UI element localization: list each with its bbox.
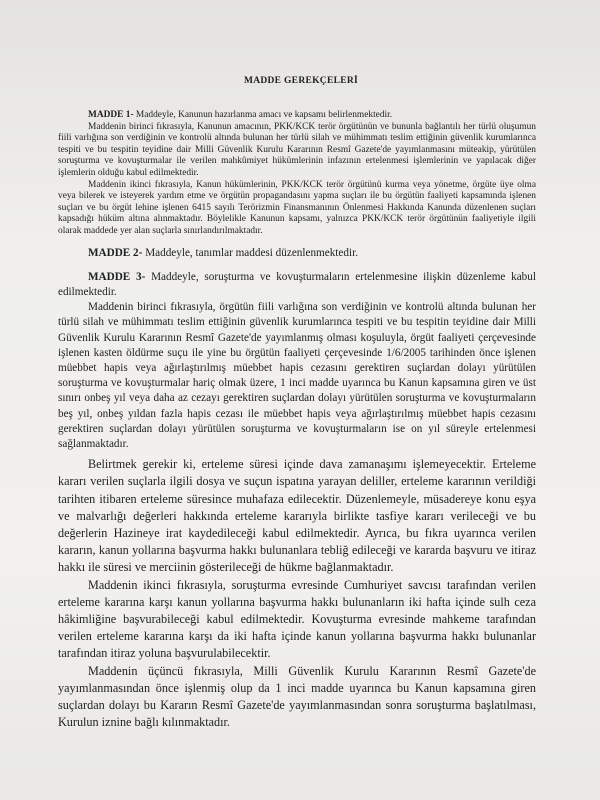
madde-3-intro	[58, 270, 536, 300]
madde-3-paragraph-1: Maddenin birinci fıkrasıyla, örgütün fiili varlığına son verdiğinin ve kontrolü altında bulunan her türlü silah ve mühimmatı teslim ettiğinin güvenlik kurumlarınca tespiti ve bu tespitin teyidine dair Milli Güvenlik Kurulu Kararının Resmî Gazete'de yayımlanmış olması koşuluyla, örgüt faaliyeti çerçevesinde işlenen kasten öldürme suçu ile yine bu örgütün faaliyeti çerçevesinde 1/6/2005 tarihinden önce işlenen müebbet hapis veya ağırlaştırılmış müebbet hapis cezasını gerektiren suçlardan dolayı yürütülen soruşturma ve kovuşturmalar hariç olmak üzere, 1 inci madde uyarınca bu Kanun kapsamına giren ve üst sınırı onbeş yıl veya daha az cezayı gerektiren suçlardan dolayı yürütülen soruşturma ve kovuşturmaların beş yıl, onbeş yıldan fazla hapis cezası ile müebbet hapis veya ağırlaştırılmış müebbet hapis cezasını gerektiren suçlardan dolayı yürütülen soruşturma ve kovuşturmaların ise on yıl süreyle ertelenmesi sağlanmaktadır.	[58, 301, 536, 450]
madde-3-paragraph-3: Maddenin ikinci fıkrasıyla, soruşturma evresinde Cumhuriyet savcısı tarafından verilen erteleme kararına karşı kanun yollarına başvurma hakkı bulunanların iki hafta içinde sulh ceza hâkimliğine başvurabileceği kabul edilmektedir. Kovuşturma evresinde mahkeme tarafından verilen erteleme kararına karşı da iki hafta içinde kanun yollarına başvurma hakkı bulunanlar tarafından itiraz yoluna başvurulabilecektir.	[58, 577, 536, 661]
madde-2-heading: MADDE 2-	[88, 246, 143, 259]
madde-1-heading: MADDE 1-	[88, 110, 134, 120]
document-title: MADDE GEREKÇELERİ	[243, 76, 359, 86]
madde-1-intro-text: Maddeyle, Kanunun hazırlanma amacı ve kapsamı belirlenmektedir.	[135, 110, 393, 120]
document-body	[58, 76, 536, 731]
madde-2-paragraph	[58, 246, 536, 261]
madde-1-intro	[58, 110, 536, 122]
madde-3-paragraph-2: Belirtmek gerekir ki, erteleme süresi içinde dava zamanaşımı işlemeyecektir. Erteleme kararı verilen suçlarla ilgili dosya ve suçun ispatına yarayan deliller, erteleme kararının verildiği tarihten itibaren erteleme süresince muhafaza edilecektir. Düzenlemeyle, müsadereye konu eşya ve malvarlığı değerleri hakkında erteleme kararıyla birlikte tasfiye kararı verileceği ve bu değerlerin Hazineye irat kaydedileceği kabul edilmektedir. Ayrıca, bu fıkra uyarınca verilen kararın, kanun yollarına başvurma hakkı bulunanlara tebliğ edileceği ve kararda başvuru ve itiraz hakkı ile süresi ve merciinin gösterileceği de hükme bağlanmaktadır.	[58, 457, 536, 575]
madde-1-paragraph-1: Maddenin birinci fıkrasıyla, Kanunun amacının, PKK/KCK terör örgütünün ve bununla bağlantılı her türlü oluşumun fiili varlığına son verdiğinin ve kontrolü altında bulunan her türlü silah ve mühimmatı teslim ettiğinin güvenlik kurumlarınca tespiti ve bu tespitin teyidine dair Milli Güvenlik Kurulu Kararının Resmî Gazete'de yayımlanmasını müteakip, yürütülen soruşturma ve kovuşturmalar ile verilen mahkûmiyet hükümlerinin infazının ertelenmesi işlemlerinin ve yapılacak diğer işlemlerin olduğu kabul edilmektedir.	[58, 121, 536, 178]
madde-3-heading: MADDE 3-	[88, 270, 146, 283]
madde-1-paragraph-2: Maddenin ikinci fıkrasıyla, Kanun hükümlerinin, PKK/KCK terör örgütünü kurma veya yönetme, örgüte üye olma veya bilerek ve isteyerek yardım etme ve örgütün propagandasını yapma suçları ile bu örgütün faaliyeti kapsamında işlenen suçları ve bu örgüt lehine işlenen 6415 sayılı Terörizmin Finansmanının Önlenmesi Hakkında Kanunda düzenlenen suçları kapsadığı hüküm altına alınmaktadır. Böylelikle Kanunun kapsamı, yalnızca PKK/KCK terör örgütünün faaliyetiyle ilgili olarak maddede yer alan suçlarla sınırlandırılmaktadır.	[58, 179, 536, 236]
madde-2-text: Maddeyle, tanımlar maddesi düzenlenmektedir.	[145, 246, 358, 259]
madde-3-intro-text: Maddeyle, soruşturma ve kovuşturmaların ertelenmesine ilişkin düzenleme kabul edilmektedir.	[58, 270, 536, 298]
madde-3-paragraph-4: Maddenin üçüncü fıkrasıyla, Milli Güvenlik Kurulu Kararının Resmî Gazete'de yayımlanmasından önce işlenmiş olup da 1 inci madde uyarınca bu Kanun kapsamına giren suçlardan dolayı bu Kararın Resmî Gazete'de yayımlanmasından sonra soruşturma başlatılması, Kurulun iznine bağlı kılınmaktadır.	[58, 663, 536, 730]
